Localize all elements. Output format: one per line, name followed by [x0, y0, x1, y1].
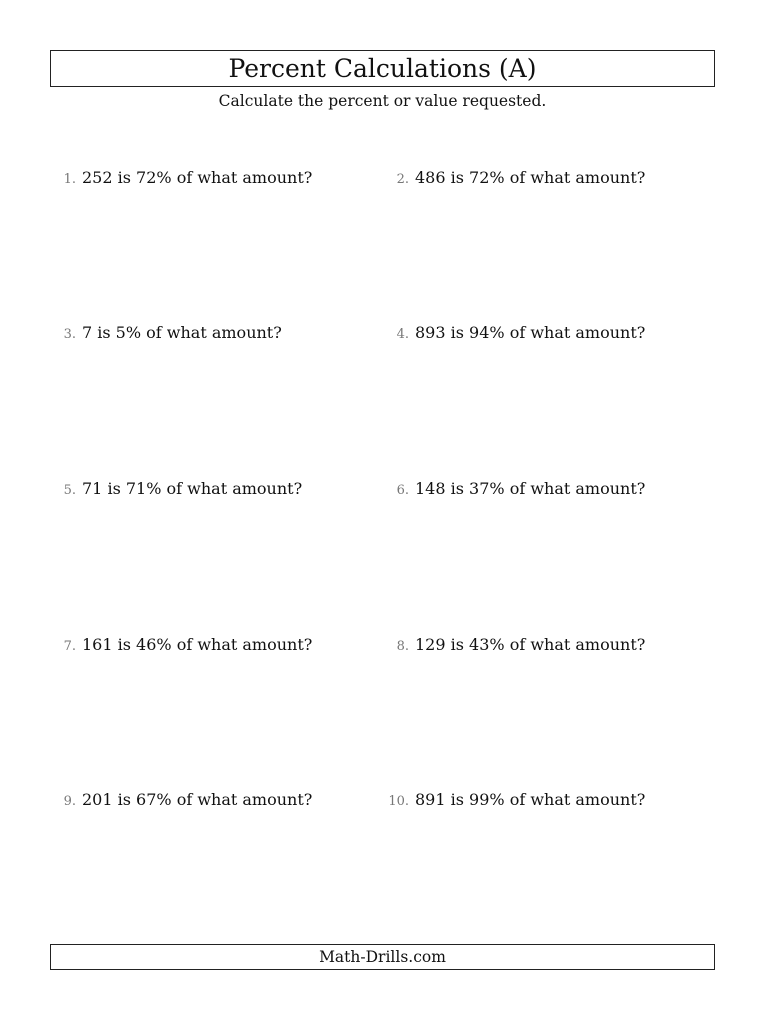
problem-text: 148 is 37% of what amount? [415, 479, 646, 498]
problem-text: 7 is 5% of what amount? [82, 323, 282, 342]
problem-text: 891 is 99% of what amount? [415, 790, 646, 809]
footer-box [50, 944, 715, 970]
problem-number: 1. [63, 172, 76, 187]
problem-number: 6. [396, 483, 409, 498]
title-box [50, 50, 715, 87]
problem-number: 8. [396, 639, 409, 654]
problem-text: 486 is 72% of what amount? [415, 168, 646, 187]
problem-text: 161 is 46% of what amount? [82, 635, 313, 654]
problem-text: 71 is 71% of what amount? [82, 479, 303, 498]
problem-9 [50, 790, 312, 814]
problem-4 [383, 323, 645, 347]
problem-text: 252 is 72% of what amount? [82, 168, 313, 187]
problem-number: 9. [63, 794, 76, 809]
problem-number: 10. [388, 794, 409, 809]
problem-1 [50, 168, 312, 192]
problem-3 [50, 323, 282, 347]
problem-5 [50, 479, 302, 503]
problem-text: 129 is 43% of what amount? [415, 635, 646, 654]
instructions: Calculate the percent or value requested. [218, 92, 547, 110]
problem-7 [50, 635, 312, 659]
problem-8 [383, 635, 645, 659]
problem-number: 4. [396, 327, 409, 342]
page-title: Percent Calculations (A) [228, 54, 537, 83]
problem-text: 201 is 67% of what amount? [82, 790, 313, 809]
problem-number: 2. [396, 172, 409, 187]
problem-10 [383, 790, 645, 814]
problem-number: 7. [63, 639, 76, 654]
problem-6 [383, 479, 645, 503]
problem-text: 893 is 94% of what amount? [415, 323, 646, 342]
problem-2 [383, 168, 645, 192]
problem-number: 5. [63, 483, 76, 498]
problem-number: 3. [63, 327, 76, 342]
footer-credit: Math-Drills.com [319, 948, 446, 966]
